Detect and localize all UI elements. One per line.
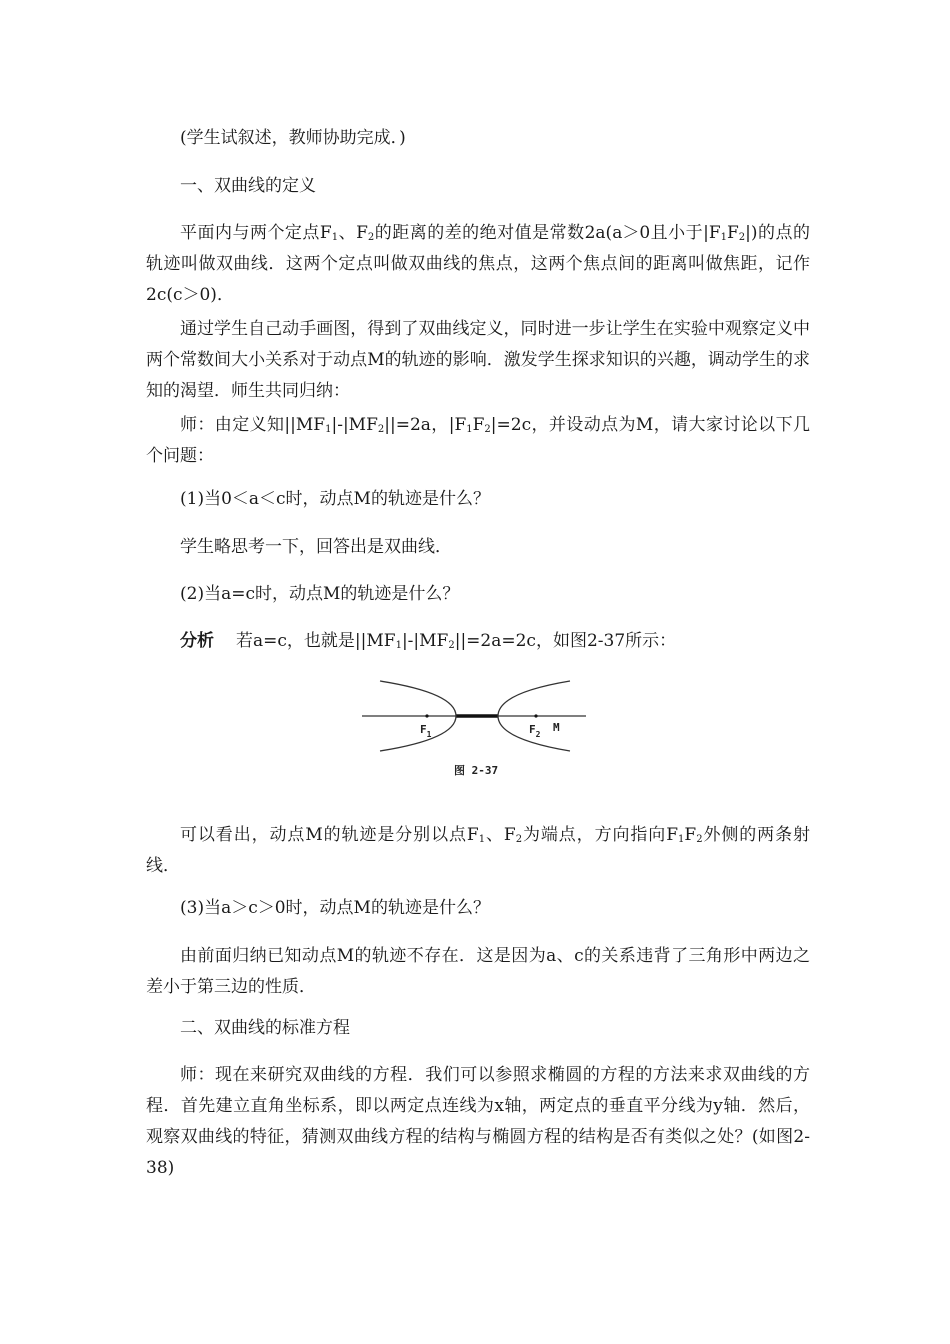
section-heading-definition: 一、双曲线的定义 bbox=[180, 176, 316, 196]
focus-f2-point bbox=[534, 714, 537, 717]
paragraph-nonexistent: 由前面归纳已知动点M的轨迹不存在．这是因为a、c的关系违背了三角形中两边之差小于第三边的性质． bbox=[146, 946, 810, 997]
question-2: (2)当a=c时，动点M的轨迹是什么？ bbox=[180, 584, 460, 604]
paragraph-experiment: 通过学生自己动手画图，得到了双曲线定义，同时进一步让学生在实验中观察定义中两个常数间大小关系对于动点M的轨迹的影响．激发学生探求知识的兴趣，调动学生的求知的渴望．师生共同归纳： bbox=[146, 319, 810, 401]
question-3: (3)当a＞c＞0时，动点M的轨迹是什么？ bbox=[180, 898, 490, 918]
paragraph-equation: 师：现在来研究双曲线的方程．我们可以参照求椭圆的方程的方法来求双曲线的方程．首先建立直角坐标系，即以两定点连线为x轴，两定点的垂直平分线为y轴．然后，观察双曲线的特征，猜测双曲线方程的结构与椭圆方程的结构是否有类似之处？(如图2-38) bbox=[146, 1065, 810, 1178]
label-f1: $F_1$ bbox=[420, 723, 432, 739]
label-f2: $F_2$ bbox=[529, 723, 541, 739]
focus-f1-point bbox=[425, 714, 428, 717]
answer-1: 学生略思考一下，回答出是双曲线． bbox=[180, 537, 452, 557]
paragraph-definition: 平面内与两个定点$F_1$、$F_2$的距离的差的绝对值是常数2a(a＞0且小于$|F_1F_2|$)的点的轨迹叫做双曲线．这两个定点叫做双曲线的焦点，这两个焦点间的距离叫做焦距，记作2c(c＞0)． bbox=[146, 223, 810, 305]
section-heading-equation: 二、双曲线的标准方程 bbox=[180, 1018, 350, 1038]
label-m: M bbox=[553, 721, 560, 734]
paragraph-rays: 可以看出，动点M的轨迹是分别以点$F_1$、$F_2$为端点，方向指向$F_1F_2$外侧的两条射线． bbox=[146, 825, 810, 876]
paragraph-intro: (学生试叙述，教师协助完成．) bbox=[180, 128, 406, 148]
figure-caption: 图 2-37 bbox=[454, 764, 499, 777]
question-1: (1)当0＜a＜c时，动点M的轨迹是什么？ bbox=[180, 489, 490, 509]
figure-2-37 bbox=[360, 675, 590, 785]
paragraph-analysis: 分析 若a=c，也就是$||MF_1|-|MF_2||=2a=2c$，如图2-37所示： bbox=[180, 631, 677, 651]
analysis-label: 分析 bbox=[180, 631, 214, 651]
paragraph-teacher-question: 师：由定义知$||MF_1|-|MF_2||=2a$，$|F_1F_2|=2c$，并设动点为M，请大家讨论以下几个问题： bbox=[146, 415, 810, 466]
